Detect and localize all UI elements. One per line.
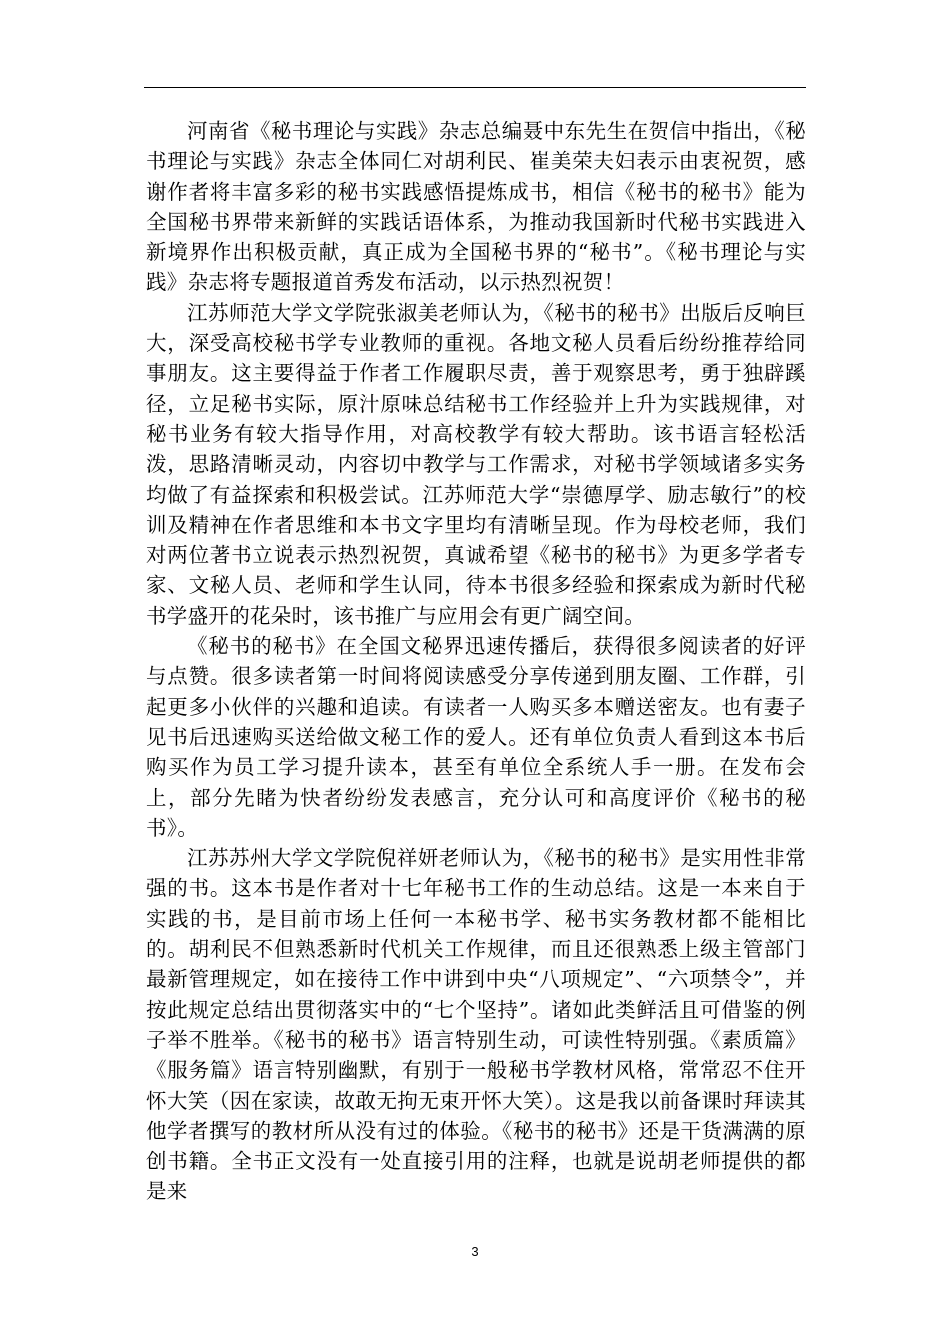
paragraph-3: 《秘书的秘书》在全国文秘界迅速传播后，获得很多阅读者的好评与点赞。很多读者第一时间将阅读感受分享传递到朋友圈、工作群，引起更多小伙伴的兴趣和追读。有读者一人购买多本赠送密友。也有妻子见书后迅速购买送给做文秘工作的爱人。还有单位负责人看到这本书后购买作为员工学习提升读本，甚至有单位全系统人手一册。在发布会上，部分先睹为快者纷纷发表感言，充分认可和高度评价《秘书的秘书》。 bbox=[146, 634, 806, 840]
document-body bbox=[146, 116, 806, 1207]
header-rule bbox=[144, 87, 806, 88]
paragraph-1: 河南省《秘书理论与实践》杂志总编聂中东先生在贺信中指出，《秘书理论与实践》杂志全体同仁对胡利民、崔美荣夫妇表示由衷祝贺，感谢作者将丰富多彩的秘书实践感悟提炼成书，相信《秘书的秘书》能为全国秘书界带来新鲜的实践话语体系，为推动我国新时代秘书实践进入新境界作出积极贡献，真正成为全国秘书界的“秘书”。《秘书理论与实践》杂志将专题报道首秀发布活动，以示热烈祝贺！ bbox=[146, 119, 806, 295]
paragraph-2: 江苏师范大学文学院张淑美老师认为，《秘书的秘书》出版后反响巨大，深受高校秘书学专业教师的重视。各地文秘人员看后纷纷推荐给同事朋友。这主要得益于作者工作履职尽责，善于观察思考，勇于独辟蹊径，立足秘书实际，原汁原味总结秘书工作经验并上升为实践规律，对秘书业务有较大指导作用，对高校教学有较大帮助。该书语言轻松活泼，思路清晰灵动，内容切中教学与工作需求，对秘书学领域诸多实务均做了有益探索和积极尝试。江苏师范大学“崇德厚学、励志敏行”的校训及精神在作者思维和本书文字里均有清晰呈现。作为母校老师，我们对两位著书立说表示热烈祝贺，真诚希望《秘书的秘书》为更多学者专家、文秘人员、老师和学生认同，待本书很多经验和探索成为新时代秘书学盛开的花朵时，该书推广与应用会有更广阔空间。 bbox=[146, 300, 806, 628]
page-number: 3 bbox=[471, 1244, 479, 1259]
paragraph-4: 江苏苏州大学文学院倪祥妍老师认为，《秘书的秘书》是实用性非常强的书。这本书是作者对十七年秘书工作的生动总结。这是一本来自于实践的书，是目前市场上任何一本秘书学、秘书实务教材都不能相比的。胡利民不但熟悉新时代机关工作规律，而且还很熟悉上级主管部门最新管理规定，如在接待工作中讲到中央“八项规定”、“六项禁令”，并按此规定总结出贯彻落实中的“七个坚持”。诸如此类鲜活且可借鉴的例子举不胜举。《秘书的秘书》语言特别生动，可读性特别强。《素质篇》《服务篇》语言特别幽默，有别于一般秘书学教材风格，常常忍不住开怀大笑（因在家读，故敢无拘无束开怀大笑）。这是我以前备课时拜读其他学者撰写的教材所从没有过的体验。《秘书的秘书》还是干货满满的原创书籍。全书正文没有一处直接引用的注释，也就是说胡老师提供的都是来 bbox=[146, 846, 806, 1204]
